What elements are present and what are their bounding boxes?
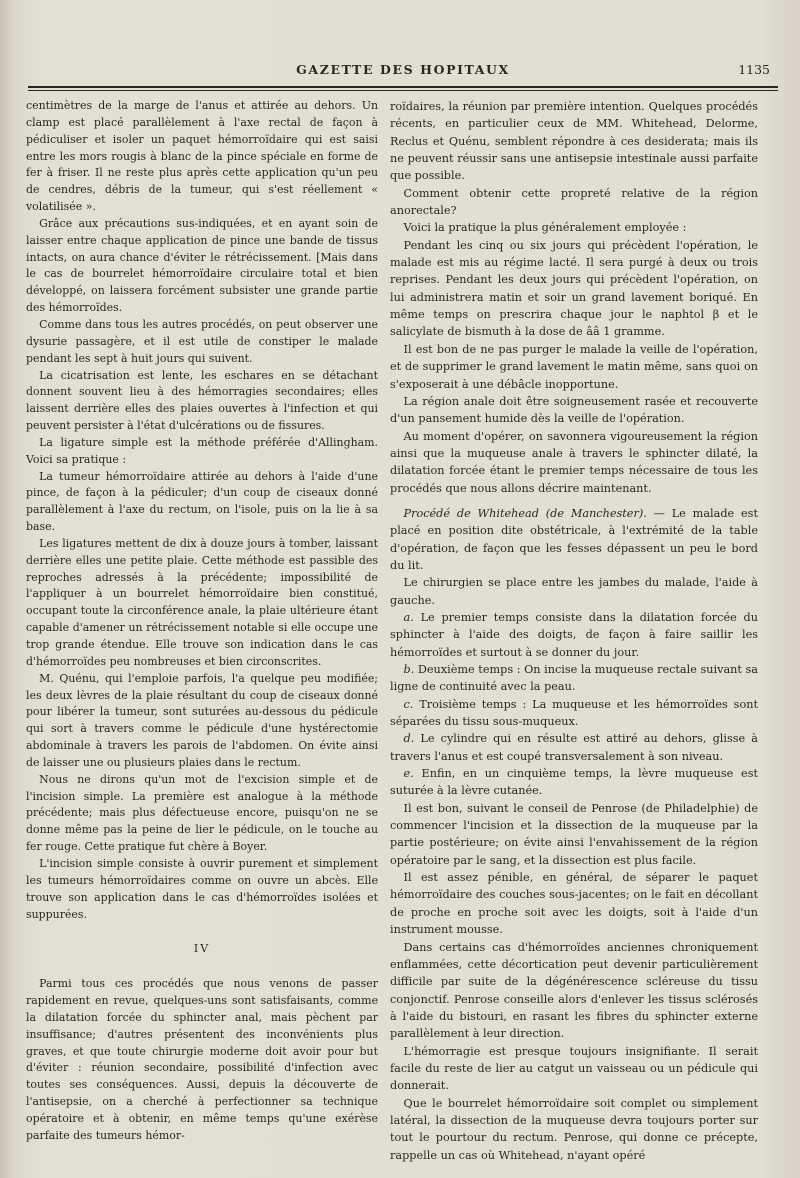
paragraph: La cicatrisation est lente, les eschares en se détachant donnent souvent lieu à des hémorragies secondaires; elles laissent derrière elles des plaies ouvertes à l'infection et qui peuvent persister à l'état d'ulcérations ou de fissures. [26,368,378,433]
left-column [26,98,378,1145]
paragraph: Dans certains cas d'hémorroïdes anciennes chroniquement enflammées, cette décortication peut devenir particulièrement difficile par suite de la dégénérescence scléreuse du tissu conjonctif. Penrose conseille alors d'enlever les tissus sclérosés à l'aide du bistouri, en rasant les fibres du sphincter externe parallèlement à leur direction. [390,940,758,1041]
paragraph-text: — Le malade est placé en position dite obstétricale, à l'extrémité de la table d'opération, de façon que les fesses dépassent un peu le bord du lit. [390,506,758,572]
step-item [390,661,758,696]
step-item [390,765,758,800]
header-rule-thick [28,86,778,88]
paragraph: Comme dans tous les autres procédés, on peut observer une dysurie passagère, et il est utile de constiper le malade pendant les sept à huit jours qui suivent. [26,317,378,365]
step-text: Troisième temps : La muqueuse et les hémorroïdes sont séparées du tissu sous-muqueux. [390,697,758,729]
paragraph: L'incision simple consiste à ouvrir purement et simplement les tumeurs hémorroïdaires comme on ouvre un abcès. Elle trouve son application dans le cas d'hémorroïdes isolées et suppurées. [26,856,378,921]
paragraph: Il est assez pénible, en général, de séparer le paquet hémorroïdaire des couches sous-jacentes; on le fait en décollant de proche en proche soit avec les doigts, soit à l'aide d'un instrument mousse. [390,871,758,937]
paragraph: Pendant les cinq ou six jours qui précèdent l'opération, le malade est mis au régime lacté. Il sera purgé à deux ou trois reprises. Pendant les deux jours qui précèdent l'opération, on lui administrera matin et soir un grand lavement boriqué. En même temps on prescrira chaque jour le naphtol β et le salicylate de bismuth à la dose de ââ 1 gramme. [390,238,758,339]
right-column [390,98,758,1164]
paragraph [390,505,758,574]
page-number: 1135 [738,62,770,77]
step-letter: c. [403,697,414,711]
step-letter: d. [403,732,415,746]
step-item [390,696,758,731]
paragraph: La région anale doit être soigneusement rasée et recouverte d'un pansement humide dès la veille de l'opération. [390,394,758,426]
paragraph: Il est bon de ne pas purger le malade la veille de l'opération, et de supprimer le grand lavement le matin même, sans quoi on s'exposerait à une débâcle inopportune. [390,342,758,391]
paragraph: centimètres de la marge de l'anus et attirée au dehors. Un clamp est placé parallèlement à l'axe rectal de façon à pédiculiser et isoler un paquet hémorroïdaire qui est saisi entre les mors rougis à blanc de la pince spéciale en forme de fer à friser. Il ne reste plus après cette application qu'un peu de cendres, débris de la tumeur, qui s'est réellement « volatilisée ». [26,99,378,214]
journal-title: GAZETTE DES HOPITAUX [296,62,510,77]
header-rule-thin [28,90,778,91]
paragraph: La tumeur hémorroïdaire attirée au dehors à l'aide d'une pince, de façon à la pédiculer; d'un coup de ciseaux donné parallèlement à l'axe du rectum, on l'isole, puis on la lie à sa base. [26,469,378,534]
paragraph: Parmi tous ces procédés que nous venons de passer rapidement en revue, quelques-uns sont satisfaisants, comme la dilatation forcée du sphincter anal, mais pèchent par insuffisance; d'autres présentent des inconvénients plus graves, et que toute chirurgie moderne doit avoir pour but d'éviter : réunion secondaire, possibilité d'infection avec toutes ses conséquences. Aussi, depuis la découverte de l'antisepsie, on a cherché à perfectionner sa technique opératoire et à obtenir, en même temps qu'une exérèse parfaite des tumeurs hémor- [26,977,378,1142]
paragraph: M. Quénu, qui l'emploie parfois, l'a quelque peu modifiée; les deux lèvres de la plaie résultant du coup de ciseaux donné pour libérer la tumeur, sont suturées au-dessous du pédicule qui sort à travers comme le pédicule d'une hystérectomie abdominale à travers les parois de l'abdomen. On évite ainsi de laisser une ou plusieurs plaies dans le rectum. [26,671,378,769]
step-text: Deuxième temps : On incise la muqueuse rectale suivant sa ligne de continuité avec la peau. [390,663,758,694]
paragraph: Comment obtenir cette propreté relative de la région anorectale? [390,186,758,218]
paragraph: Les ligatures mettent de dix à douze jours à tomber, laissant derrière elles une petite plaie. Cette méthode est passible des reproches adressés à la précédente; impossibilité de l'appliquer à un bourrelet hémorroïdaire bien constitué, occupant toute la circonférence anale, la plaie ultérieure étant capable d'amener un rétrécissement notable si elle occupe une trop grande étendue. Elle trouve son indication dans le cas d'hémorroïdes peu nombreuses et bien circonscrites. [26,536,378,668]
paragraph: Voici la pratique la plus généralement employée : [403,221,687,235]
paragraph: La ligature simple est la méthode préférée d'Allingham. Voici sa pratique : [26,435,378,466]
step-letter: b. [403,663,415,676]
paragraph: Il est bon, suivant le conseil de Penrose (de Philadelphie) de commencer l'incision et la dissection de la muqueuse par la partie postérieure; on évite ainsi l'envahissement de la région opératoire par le sang, et la dissection est plus facile. [390,801,758,867]
running-header [28,62,778,82]
paragraph: L'hémorragie est presque toujours insignifiante. Il serait facile du reste de lier au catgut un vaisseau ou un pédicule qui donnerait. [390,1044,758,1093]
section-heading: IV [193,942,211,956]
paragraph: Que le bourrelet hémorroïdaire soit complet ou simplement latéral, la dissection de la muqueuse devra toujours porter sur tout le pourtour du rectum. Penrose, qui donne ce précepte, rappelle un cas où Whitehead, n'ayant opéré [390,1096,758,1162]
step-text: Le cylindre qui en résulte est attiré au dehors, glisse à travers l'anus et est coupé transversalement à son niveau. [390,732,758,763]
step-letter: a. [403,610,414,624]
procedure-title: Procédé de Whitehead (de Manchester). [403,506,647,520]
step-letter: e. [403,767,414,781]
paragraph: roïdaires, la réunion par première intention. Quelques procédés récents, en particulier ceux de MM. Whitehead, Delorme, Reclus et Quénu, semblent répondre à ces desiderata; mais ils ne peuvent réussir sans une antisepsie intestinale aussi parfaite que possible. [390,100,758,183]
paragraph: Le chirurgien se place entre les jambes du malade, l'aide à gauche. [390,576,758,607]
paragraph: Grâce aux précautions sus-indiquées, et en ayant soin de laisser entre chaque application de pince une bande de tissus intacts, on aura chance d'éviter le rétrécissement. [Mais dans le cas de bourrelet hémorroïdaire circulaire total et bien développé, on laissera forcément subsister une grande partie des hémorroïdes. [26,216,378,315]
paragraph: Nous ne dirons qu'un mot de l'excision simple et de l'incision simple. La première est analogue à la méthode précédente; mais plus défectueuse encore, puisqu'on ne se donne même pas la peine de lier le pédicule, on le touche au fer rouge. Cette pratique fut chère à Boyer. [26,772,378,854]
step-item [390,609,758,661]
step-text: Enfin, en un cinquième temps, la lèvre muqueuse est suturée à la lèvre cutanée. [390,767,758,798]
step-item [390,730,758,765]
paragraph: Au moment d'opérer, on savonnera vigoureusement la région ainsi que la muqueuse anale à travers le sphincter dilaté, la dilatation forcée étant le premier temps nécessaire de tous les procédés que nous allons décrire maintenant. [390,429,758,495]
step-text: Le premier temps consiste dans la dilatation forcée du sphincter à l'aide des doigts, de façon à faire saillir les hémorroïdes et surtout à se donner du jour. [390,610,758,659]
